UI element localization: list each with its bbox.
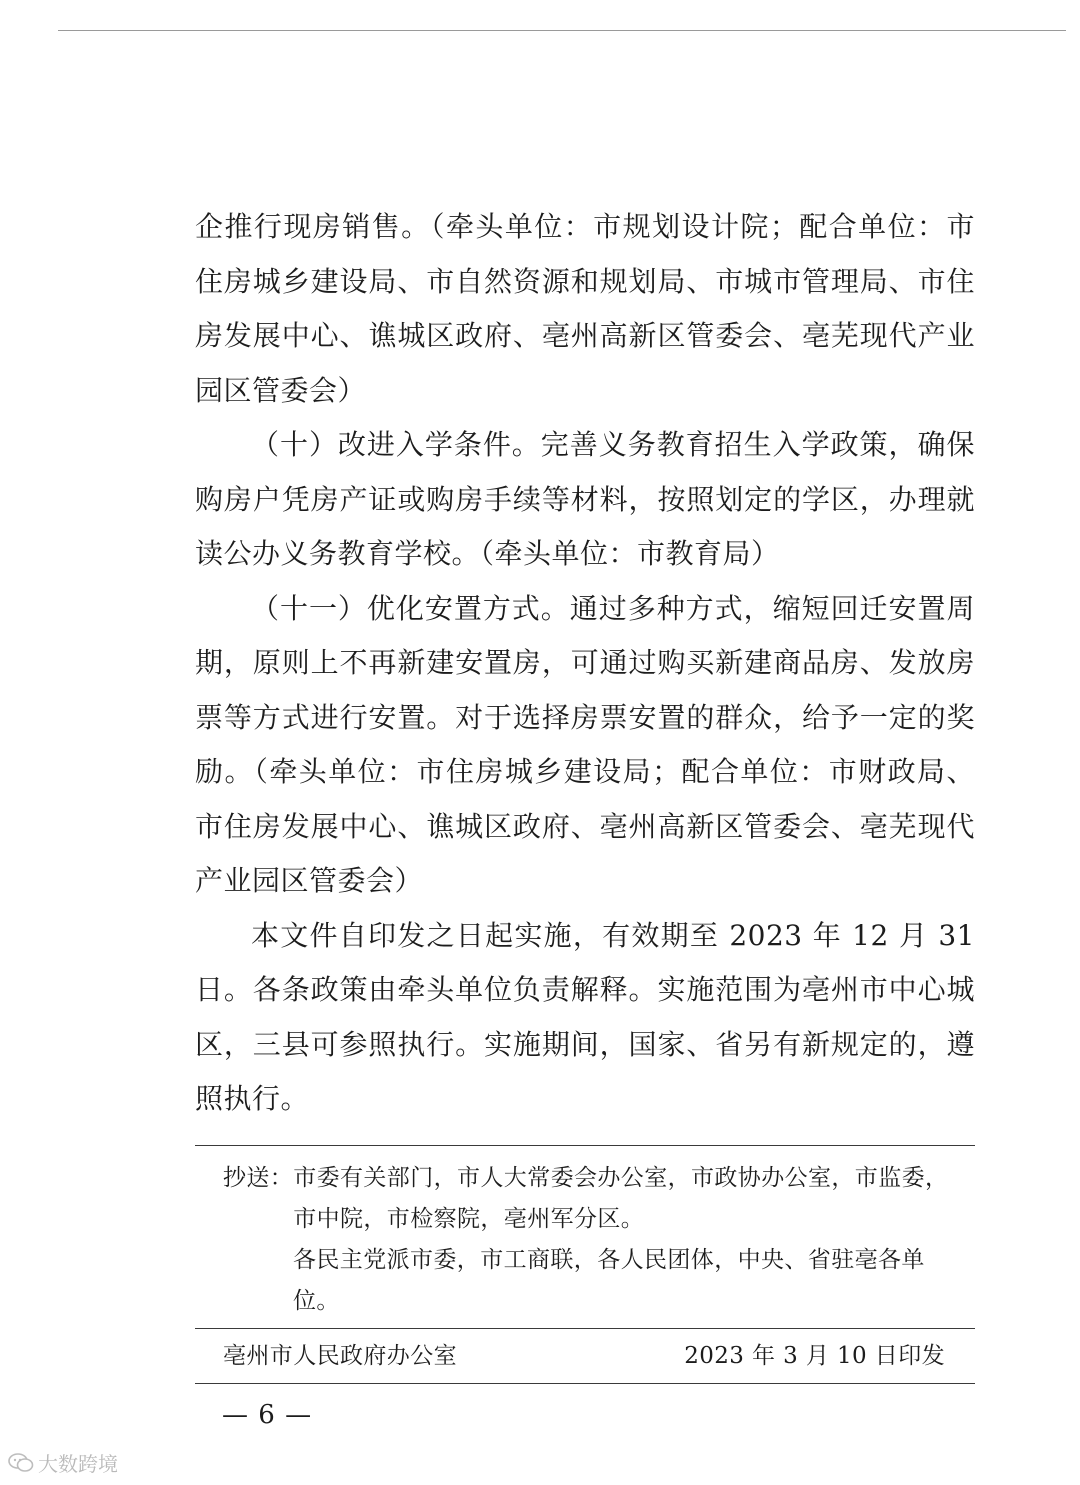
cc-recipients-2: 各民主党派市委，市工商联，各人民团体，中央、省驻亳各单位。 — [293, 1247, 925, 1314]
paragraph-continuation: 企推行现房销售。（牵头单位：市规划设计院；配合单位：市住房城乡建设局、市自然资源和规划局、市城市管理局、市住房发展中心、谯城区政府、亳州高新区管委会、亳芜现代产业园区管委会） — [195, 210, 975, 407]
issue-date: 2023 年 3 月 10 日印发 — [684, 1343, 945, 1369]
cc-section — [195, 1146, 975, 1328]
watermark — [8, 1448, 118, 1477]
top-rule — [58, 30, 1066, 31]
footer-rule-bottom — [195, 1383, 975, 1384]
issuer-name: 亳州市人民政府办公室 — [223, 1343, 457, 1369]
cc-recipients-1: 市委有关部门，市人大常委会办公室，市政协办公室，市监委，市中院，市检察院，亳州军分区。 — [293, 1165, 949, 1232]
cc-row-1 — [223, 1158, 975, 1240]
paragraph-item-11: （十一）优化安置方式。通过多种方式，缩短回迁安置周期，原则上不再新建安置房，可通过购买新建商品房、发放房票等方式进行安置。对于选择房票安置的群众，给予一定的奖励。（牵头单位：市住房城乡建设局；配合单位：市财政局、市住房发展中心、谯城区政府、亳州高新区管委会、亳芜现代产业园区管委会） — [195, 591, 975, 897]
document-body — [195, 200, 975, 1127]
distribution-footer — [195, 1145, 975, 1384]
issuer-row — [195, 1329, 975, 1383]
wechat-logo-icon — [8, 1452, 34, 1474]
cc-label: 抄送： — [223, 1165, 294, 1191]
paragraph-effective-date: 本文件自印发之日起实施，有效期至 2023 年 12 月 31 日。各条政策由牵头单位负责解释。实施范围为亳州市中心城区，三县可参照执行。实施期间，国家、省另有新规定的，遵照执行。 — [195, 918, 975, 1115]
watermark-text: 大数跨境 — [38, 1452, 118, 1476]
page-number: — 6 — — [222, 1400, 313, 1430]
paragraph-item-10: （十）改进入学条件。完善义务教育招生入学政策，确保购房户凭房产证或购房手续等材料，按照划定的学区，办理就读公办义务教育学校。（牵头单位：市教育局） — [195, 428, 975, 570]
